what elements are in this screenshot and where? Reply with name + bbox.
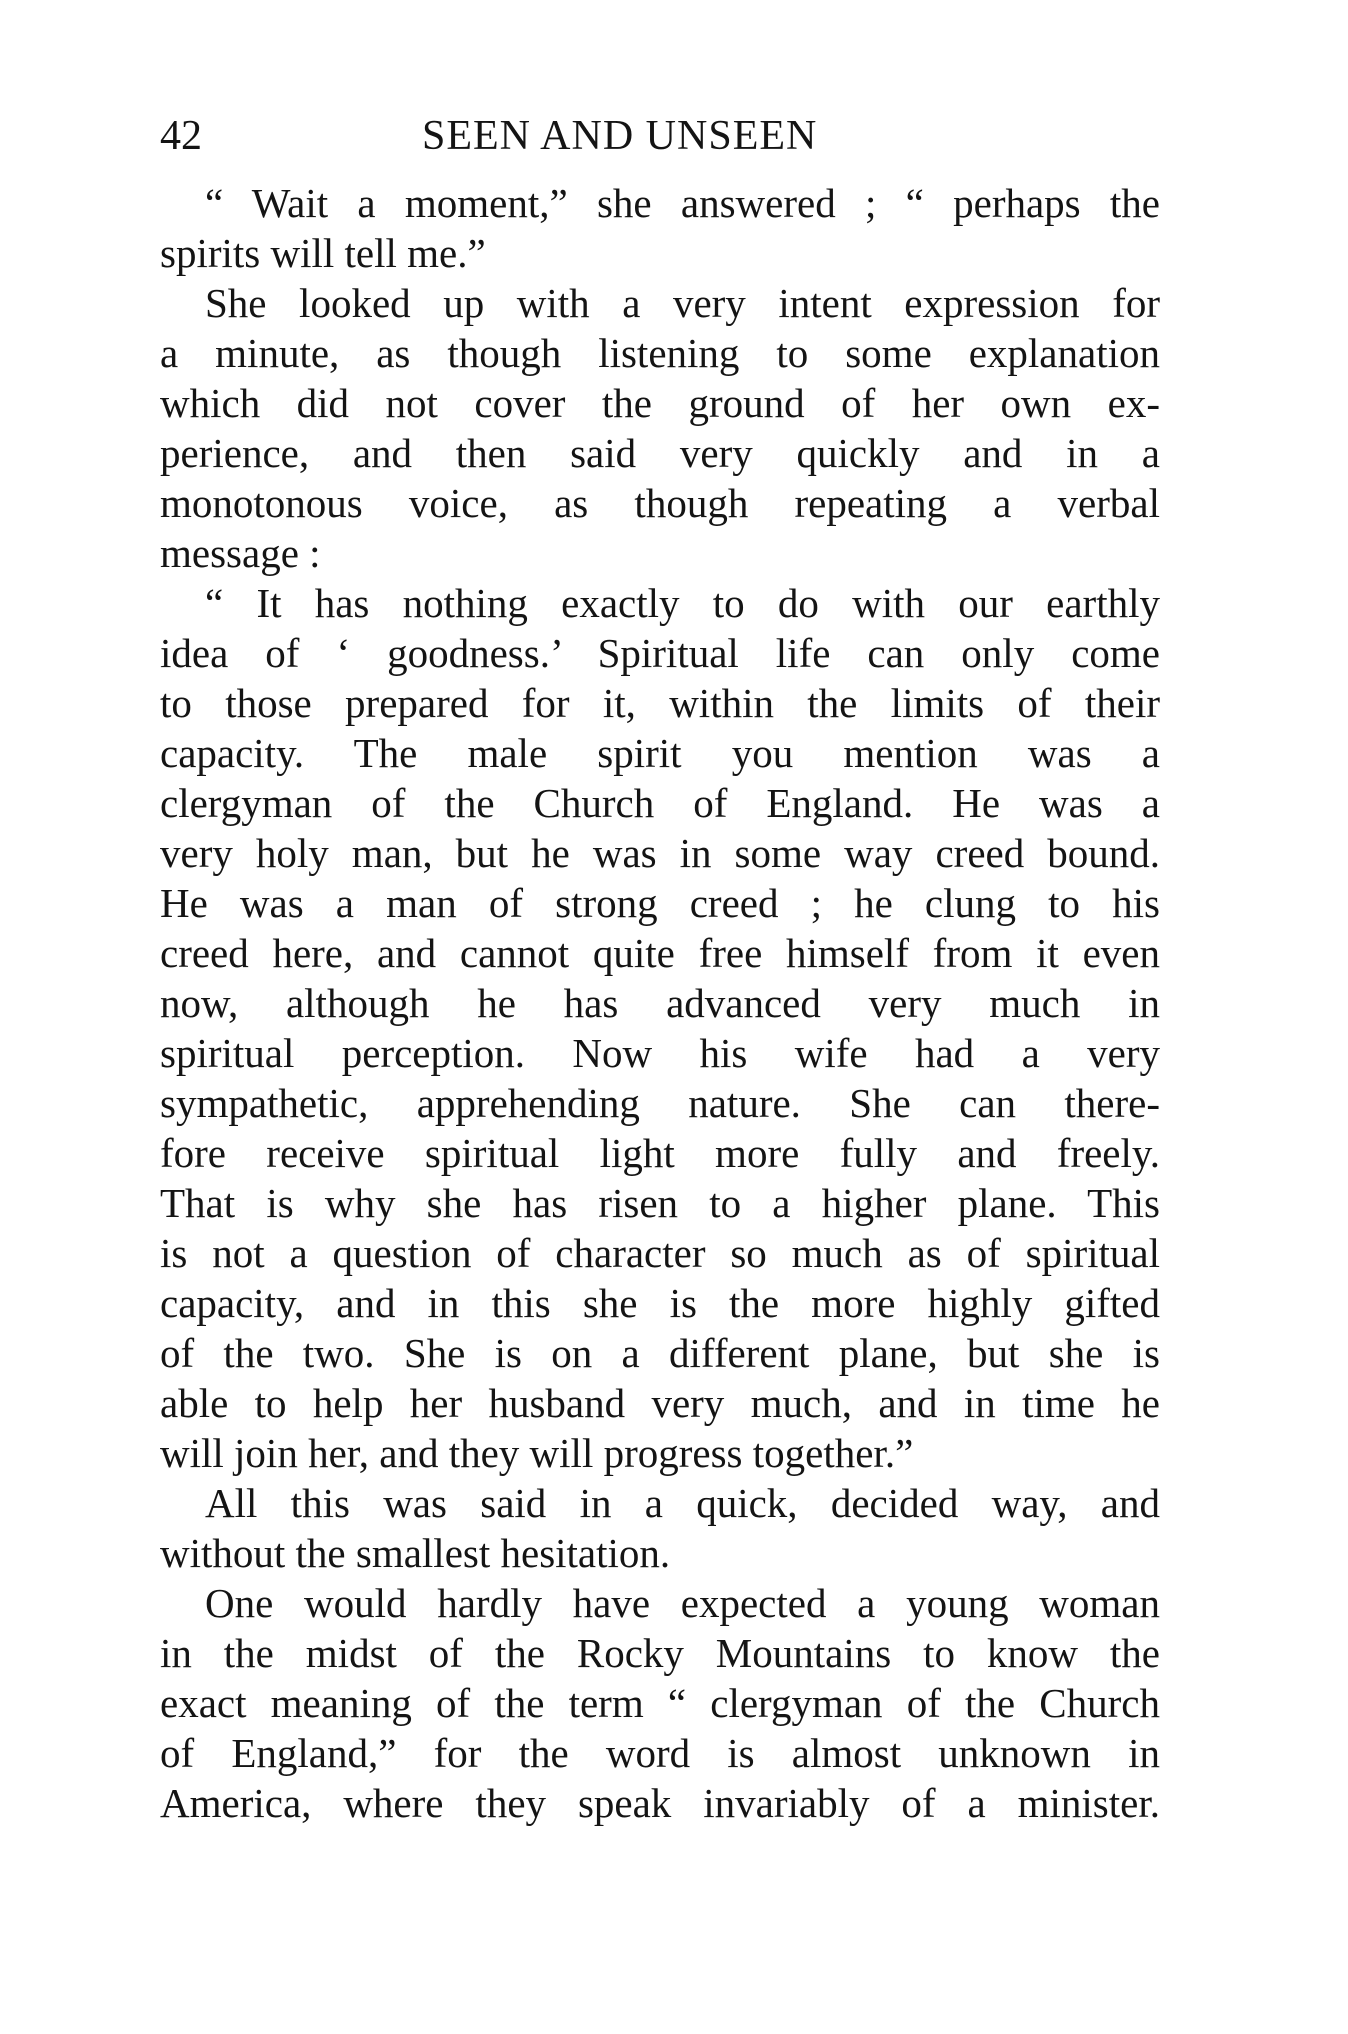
text-line: capacity, and in this she is the more highly gifted: [160, 1280, 1160, 1326]
text-line: She looked up with a very intent expression for: [205, 280, 1160, 326]
text-line: America, where they speak invariably of a minister.: [160, 1780, 1160, 1826]
text-line: clergyman of the Church of England. He was a: [160, 780, 1160, 826]
text-line: He was a man of strong creed ; he clung to his: [160, 880, 1160, 926]
body-text: [160, 178, 1160, 1828]
text-line: That is why she has risen to a higher plane. This: [160, 1180, 1160, 1226]
text-line: will join her, and they will progress together.”: [160, 1430, 914, 1476]
text-line: exact meaning of the term “ clergyman of the Church: [160, 1680, 1160, 1726]
text-line: which did not cover the ground of her own ex-: [160, 380, 1160, 426]
text-line: spirits will tell me.”: [160, 230, 486, 276]
text-line: spiritual perception. Now his wife had a very: [160, 1030, 1160, 1076]
text-line: is not a question of character so much as of spiritual: [160, 1230, 1160, 1276]
text-line: very holy man, but he was in some way creed bound.: [160, 830, 1160, 876]
text-line: of England,” for the word is almost unknown in: [160, 1730, 1160, 1776]
text-line: a minute, as though listening to some explanation: [160, 330, 1160, 376]
text-line: creed here, and cannot quite free himself from it even: [160, 930, 1160, 976]
text-line: monotonous voice, as though repeating a verbal: [160, 480, 1160, 526]
text-line: “ Wait a moment,” she answered ; “ perhaps the: [205, 180, 1160, 226]
text-line: in the midst of the Rocky Mountains to know the: [160, 1630, 1160, 1676]
text-line: sympathetic, apprehending nature. She can there-: [160, 1080, 1160, 1126]
text-line: to those prepared for it, within the limits of their: [160, 680, 1160, 726]
text-line: able to help her husband very much, and in time he: [160, 1380, 1160, 1426]
page-number: 42: [160, 113, 202, 159]
text-line: idea of ‘ goodness.’ Spiritual life can only come: [160, 630, 1160, 676]
text-line: fore receive spiritual light more fully and freely.: [160, 1130, 1160, 1176]
text-line: “ It has nothing exactly to do with our earthly: [205, 580, 1160, 626]
text-line: now, although he has advanced very much in: [160, 980, 1160, 1026]
text-line: All this was said in a quick, decided way, and: [205, 1480, 1160, 1526]
text-line: without the smallest hesitation.: [160, 1530, 671, 1576]
text-line: One would hardly have expected a young woman: [205, 1580, 1160, 1626]
running-head: [160, 106, 1160, 166]
text-line: capacity. The male spirit you mention was a: [160, 730, 1160, 776]
running-title: SEEN AND UNSEEN: [422, 113, 818, 159]
text-line: of the two. She is on a different plane, but she is: [160, 1330, 1160, 1376]
text-line: perience, and then said very quickly and in a: [160, 430, 1160, 476]
text-line: message :: [160, 530, 321, 576]
